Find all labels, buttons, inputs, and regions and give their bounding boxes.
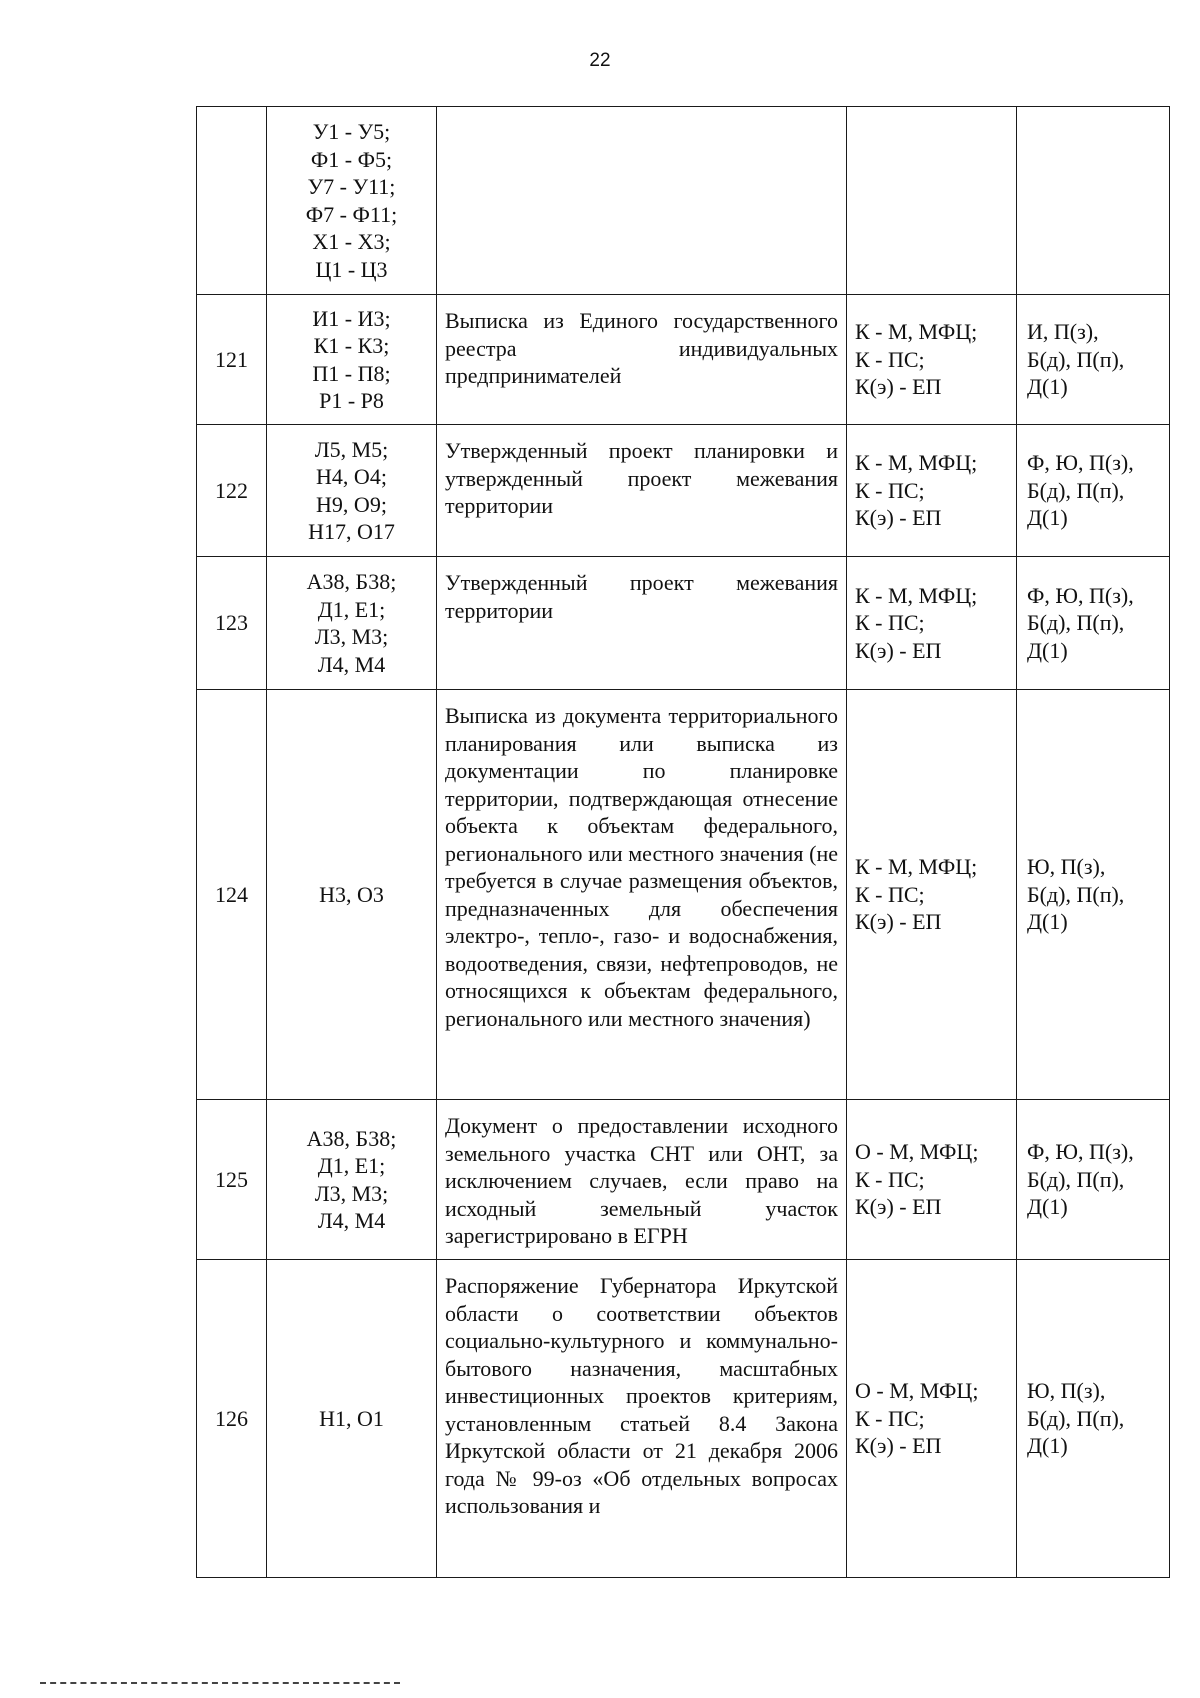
document-cell [437,690,847,1100]
applicant-code-line: К1 - К3; [313,333,390,358]
applicant-code-line: Н4, О4; [316,464,387,489]
row-number-cell [197,295,267,425]
applicant-code-line: Л4, М4 [317,651,386,677]
applicant-category-line: Д(1) [1027,505,1068,531]
applicant-code-line: Л5, М5; [314,436,389,462]
applicants-cell [1017,557,1170,690]
row-number: 123 [215,610,248,636]
submission-mode-line: К - М, МФЦ; [855,854,978,880]
submission-mode-cell [847,1100,1017,1260]
document-cell [437,557,847,690]
submission-mode-line: К - ПС; [855,610,925,636]
codes-cell [267,425,437,557]
applicant-category-line: Ф, Ю, П(з), [1027,450,1134,476]
row-number-cell [197,1260,267,1578]
submission-mode-line: К - ПС; [855,477,925,503]
codes-cell [267,557,437,690]
applicant-category-line: Д(1) [1027,637,1068,663]
footer-scan-rule [40,1682,400,1684]
applicant-code-line: Л4, М4 [317,1208,386,1233]
submission-mode-line: К - М, МФЦ; [855,582,978,608]
submission-mode-line: К - М, МФЦ; [855,319,978,345]
document-table-container [196,106,1170,1578]
applicants-cell [1017,295,1170,425]
row-number: 122 [215,477,248,503]
document-description: Выписка из документа территориального планирования или выписка из документации по планировке территории, подтверждающая отнесение объекта к объектам федерального, регионального или местного значения (не требуется в случае размещения объектов, предназначенных для обеспечения электро-, тепло-, газо- и водоснабжения, водоотведения, связи, нефтепроводов, не относящихся к объектам федерального, регионального или местного значения) [445,703,838,1031]
codes-cell [267,690,437,1100]
applicant-category-line: Ю, П(з), [1027,854,1106,880]
submission-mode-line: К - ПС; [855,881,925,907]
applicants-cell [1017,1100,1170,1260]
submission-mode-cell [847,295,1017,425]
applicant-category-line: Б(д), П(п), [1027,1405,1125,1431]
submission-mode-line: К(э) - ЕП [855,374,942,400]
submission-mode-cell [847,1260,1017,1578]
row-number-cell [197,425,267,557]
document-description: Утвержденный проект межевания территории [445,570,838,623]
document-description: Документ о предоставлении исходного земельного участка СНТ или ОНТ, за исключением случаев, если право на исходный земельный участок зарегистрировано в ЕГРН [445,1113,838,1248]
applicant-category-line: Б(д), П(п), [1027,881,1125,907]
applicant-category-line: Ю, П(з), [1027,1378,1106,1404]
submission-mode-cell [847,557,1017,690]
submission-mode-line: К(э) - ЕП [855,637,942,663]
submission-mode-cell [847,690,1017,1100]
applicant-category-line: Ф, Ю, П(з), [1027,582,1134,608]
document-cell [437,1100,847,1260]
applicant-code-line: Н9, О9; [316,491,387,517]
submission-mode-line: К(э) - ЕП [855,505,942,531]
documents-table [196,106,1170,1578]
applicant-code-line: Л3, М3; [314,1180,389,1206]
applicant-code-line: А38, Б38; [306,1125,397,1151]
submission-mode-line: О - М, МФЦ; [855,1139,979,1165]
applicant-code-line: Р1 - Р8 [319,388,384,413]
submission-mode-cell [847,107,1017,295]
table-row [197,425,1170,557]
applicant-code-line: А38, Б38; [306,569,397,594]
submission-mode-cell [847,425,1017,557]
applicant-category-line: И, П(з), [1027,319,1099,345]
document-description: Выписка из Единого государственного реестра индивидуальных предпринимателей [445,308,838,388]
applicant-code-line: Л3, М3; [314,624,389,649]
submission-mode-line: К - М, МФЦ; [855,450,978,476]
codes-cell [267,1260,437,1578]
document-description: Распоряжение Губернатора Иркутской области о соответствии объектов социально-культурного и коммунально-бытового назначения, масштабных инвестиционных проектов критериям, установленным статьей 8.4 Закона Иркутской области от 21 декабря 2006 года № 99-оз «Об отдельных вопросах использования и [445,1273,838,1518]
applicant-code-line: П1 - П8; [312,360,391,386]
applicant-code-line: Ф1 - Ф5; [310,146,393,172]
applicant-code-line: Ц1 - Ц3 [315,256,388,282]
row-number: 121 [215,346,248,372]
applicant-category-line: Б(д), П(п), [1027,346,1125,372]
applicant-category-line: Д(1) [1027,374,1068,400]
applicant-category-line: Ф, Ю, П(з), [1027,1139,1134,1165]
submission-mode-line: К - ПС; [855,1405,925,1431]
applicant-code-line: Н1, О1 [319,1405,384,1431]
row-number-cell [197,1100,267,1260]
document-cell [437,1260,847,1578]
applicant-code-line: Н17, О17 [308,519,395,544]
row-number: 126 [215,1405,248,1431]
submission-mode-line: К(э) - ЕП [855,1194,942,1220]
applicant-category-line: Б(д), П(п), [1027,1166,1125,1192]
submission-mode-line: О - М, МФЦ; [855,1378,979,1404]
applicant-category-line: Б(д), П(п), [1027,477,1125,503]
table-row [197,690,1170,1100]
applicant-category-line: Б(д), П(п), [1027,610,1125,636]
applicant-code-line: Д1, Е1; [317,1153,386,1178]
applicant-code-line: У7 - У11; [307,174,396,199]
table-row [197,557,1170,690]
applicant-code-line: Х1 - Х3; [312,229,391,254]
codes-cell [267,1100,437,1260]
table-row [197,1260,1170,1578]
applicants-cell [1017,107,1170,295]
row-number-cell [197,107,267,295]
submission-mode-line: К(э) - ЕП [855,909,942,935]
codes-cell [267,107,437,295]
submission-mode-line: К(э) - ЕП [855,1433,942,1459]
document-description: Утвержденный проект планировки и утвержденный проект межевания территории [445,438,838,518]
submission-mode-line: К - ПС; [855,1166,925,1192]
applicant-code-line: Ф7 - Ф11; [305,201,398,227]
table-row [197,107,1170,295]
applicant-category-line: Д(1) [1027,909,1068,935]
row-number: 124 [215,881,248,907]
document-cell [437,425,847,557]
applicant-code-line: И1 - И3; [312,305,391,331]
codes-cell [267,295,437,425]
applicant-code-line: Н3, О3 [319,881,384,907]
row-number-cell [197,557,267,690]
row-number: 125 [215,1166,248,1192]
submission-mode-line: К - ПС; [855,346,925,372]
document-cell [437,295,847,425]
document-cell [437,107,847,295]
applicant-code-line: У1 - У5; [312,119,391,144]
applicant-code-line: Д1, Е1; [317,596,386,622]
applicant-category-line: Д(1) [1027,1433,1068,1459]
page-number: 22 [589,50,611,71]
row-number-cell [197,690,267,1100]
applicants-cell [1017,425,1170,557]
applicant-category-line: Д(1) [1027,1194,1068,1220]
table-body [197,107,1170,1578]
applicants-cell [1017,1260,1170,1578]
table-row [197,295,1170,425]
table-row [197,1100,1170,1260]
applicants-cell [1017,690,1170,1100]
